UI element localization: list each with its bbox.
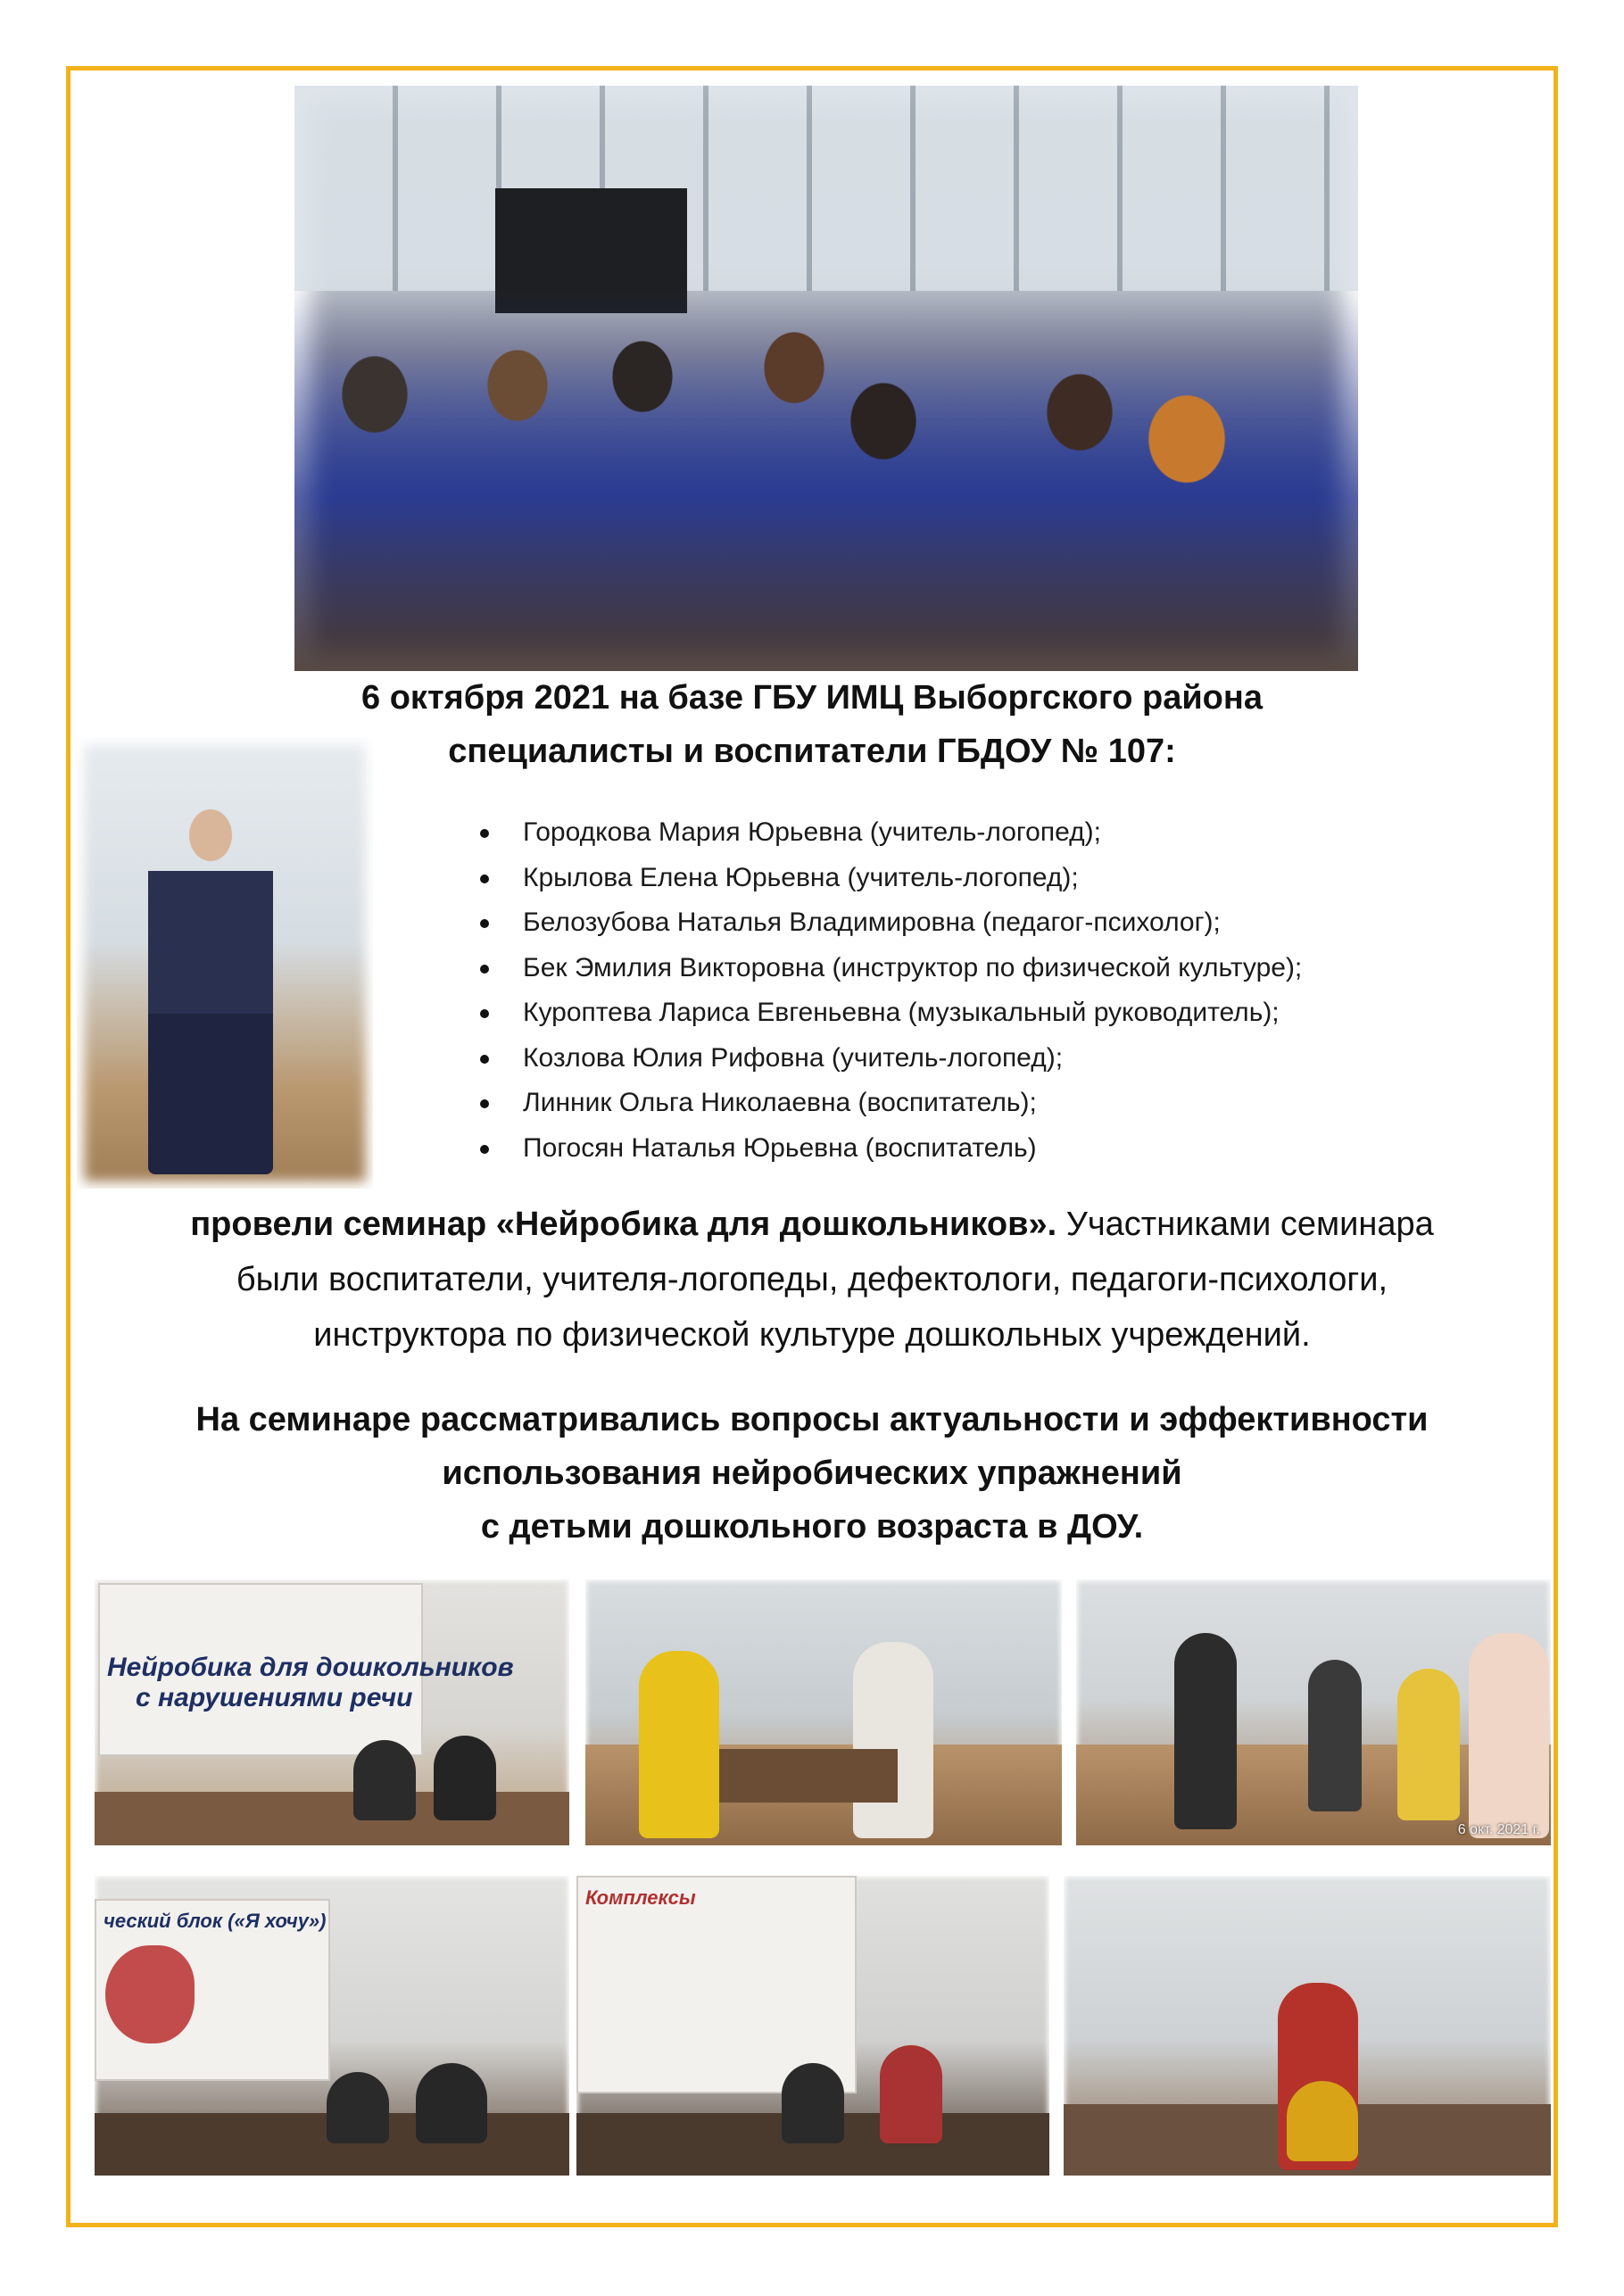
intro-line-1: 6 октября 2021 на базе ГБУ ИМЦ Выборгского района [361, 679, 1263, 717]
presenter [782, 2063, 844, 2143]
team-list [476, 810, 1302, 1171]
presenter [880, 2045, 942, 2143]
topic-line-3: с детьми дошкольного возраста в ДОУ. [480, 1508, 1144, 1546]
list-item: Крылова Елена Юрьевна (учитель-логопед); [476, 856, 1302, 901]
participant-yellow [639, 1651, 719, 1838]
slide-4-title: ческий блок («Я хочу») [104, 1910, 327, 1932]
slide-5-title: Комплексы [585, 1886, 696, 1909]
slide-5 [576, 1876, 857, 2093]
seminar-line-2: были воспитатели, учителя-логопеды, дефектологи, педагоги-психологи, [236, 1261, 1388, 1298]
brain-diagram-icon [105, 1945, 195, 2043]
gallery-photo-3 [1076, 1579, 1551, 1845]
presenter [353, 1740, 416, 1820]
slide-4 [95, 1899, 330, 2081]
hero-windows [294, 86, 1358, 291]
list-item: Городкова Мария Юрьевна (учитель-логопед); [476, 810, 1302, 856]
seminar-line-1 [0, 1199, 1624, 1250]
gallery-photo-1 [95, 1579, 569, 1845]
participant-white [853, 1642, 933, 1838]
slide-1-title: Нейробика для дошкольников [107, 1653, 514, 1682]
participant [1469, 1633, 1549, 1838]
photo-date-stamp: 6 окт. 2021 г. [1457, 1822, 1540, 1837]
presenter [416, 2063, 487, 2143]
slide-1-subtitle: с нарушениями речи [136, 1683, 413, 1712]
table [719, 1749, 898, 1803]
seminar-participants-intro: Участниками семинара [1056, 1206, 1434, 1243]
participant [1308, 1660, 1362, 1811]
gallery-photo-2 [585, 1579, 1062, 1845]
list-item: Козлова Юлия Рифовна (учитель-логопед); [476, 1036, 1302, 1082]
list-item: Погосян Наталья Юрьевна (воспитатель) [476, 1126, 1302, 1172]
presenter-skirt [1287, 2081, 1358, 2161]
topic-line-1: На семинаре рассматривались вопросы актуальности и эффективности [195, 1401, 1429, 1438]
presenter-photo [77, 737, 373, 1189]
participant [1397, 1669, 1460, 1820]
list-item: Бек Эмилия Викторовна (инструктор по физической культуре); [476, 946, 1302, 991]
list-item: Линник Ольга Николаевна (воспитатель); [476, 1081, 1302, 1126]
list-item: Куроптева Лариса Евгеньевна (музыкальный руководитель); [476, 991, 1302, 1036]
topic-line-2: использования нейробических упражнений [442, 1455, 1182, 1492]
presenter [434, 1736, 496, 1820]
participant [1174, 1633, 1237, 1829]
intro-line-2: специалисты и воспитатели ГБДОУ № 107: [448, 733, 1176, 770]
seminar-title: провели семинар «Нейробика для дошкольников». [190, 1206, 1057, 1243]
desk [95, 1792, 569, 1845]
presenter-figure [148, 800, 273, 1174]
gallery-photo-4 [95, 1876, 569, 2176]
list-item: Белозубова Наталья Владимировна (педагог-психолог); [476, 900, 1302, 946]
gallery-photo-6 [1064, 1876, 1551, 2176]
hero-audience [294, 287, 1358, 671]
gallery-photo-5 [576, 1876, 1049, 2176]
presenter [327, 2072, 389, 2143]
seminar-line-3: инструктора по физической культуре дошкольных учреждений. [313, 1316, 1311, 1354]
slide-1 [98, 1583, 514, 1756]
hero-photo [294, 86, 1358, 671]
